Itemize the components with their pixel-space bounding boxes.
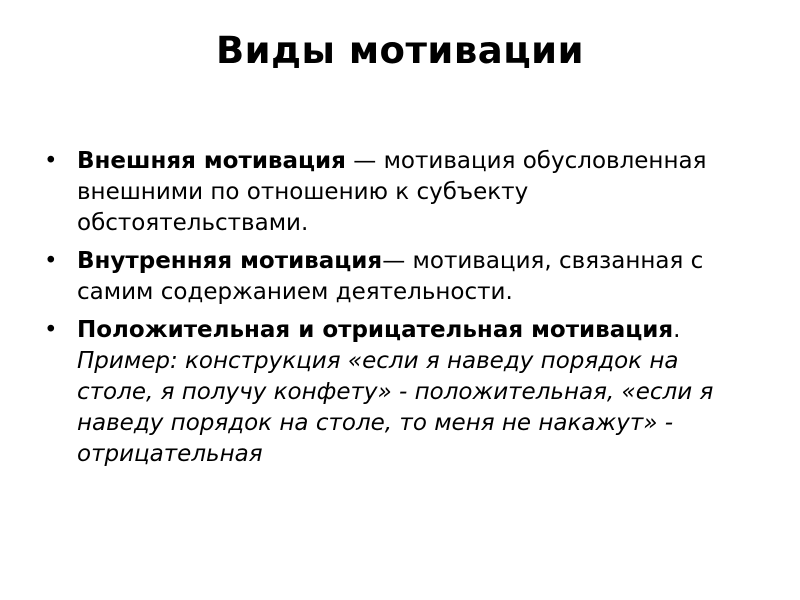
bullet-term: Внутренняя мотивация xyxy=(77,248,383,274)
bullet-definition: мотивация, связанная с самим содержанием деятельности. xyxy=(77,248,704,305)
bullet-item-internal-motivation xyxy=(44,246,744,308)
bullet-icon: • xyxy=(44,317,58,343)
bullet-definition: мотивация обусловленная внешними по отношению к субъекту обстоятельствами. xyxy=(77,148,707,236)
bullet-term: Положительная и отрицательная мотивация xyxy=(77,317,674,343)
bullet-icon: • xyxy=(44,148,58,174)
bullet-separator: — xyxy=(382,248,413,274)
bullet-separator: . xyxy=(673,317,681,343)
bullet-item-positive-negative-motivation xyxy=(44,315,744,470)
slide-title: Виды мотивации xyxy=(215,29,585,72)
bullet-icon: • xyxy=(44,248,58,274)
bullet-item-external-motivation xyxy=(44,146,744,239)
bullet-example: Пример: конструкция «если я наведу порядок на столе, я получу конфету» - положительная, «если я наведу порядок на столе, то меня не накажут» - отрицательная xyxy=(77,348,714,467)
bullet-separator: — xyxy=(345,148,384,174)
bullet-term: Внешняя мотивация xyxy=(77,148,346,174)
bullet-list xyxy=(44,146,744,477)
